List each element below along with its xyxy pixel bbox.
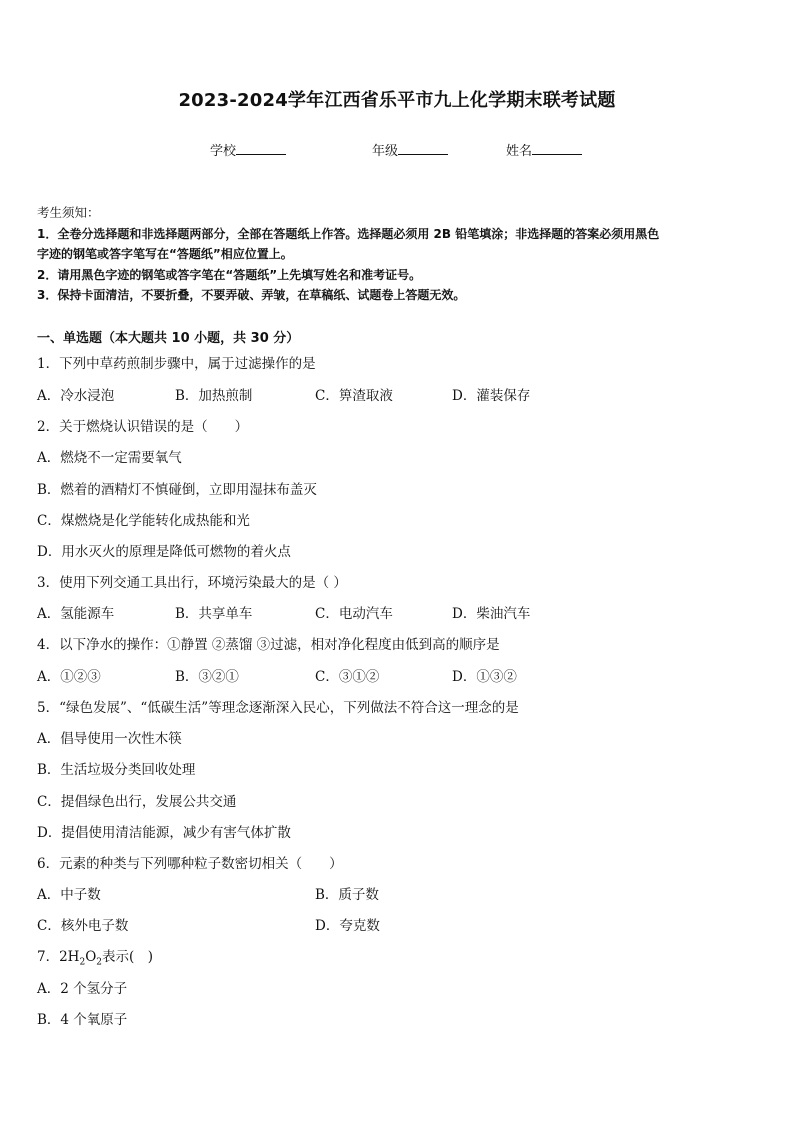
- q7-stem-suffix: 表示( ): [102, 949, 154, 965]
- notice-heading: 考生须知：: [37, 205, 100, 220]
- notice-item: 2．请用黑色字迹的钢笔或答字笔在“答题纸”上先填写姓名和准考证号。: [37, 267, 422, 282]
- grade-field[interactable]: [372, 140, 448, 159]
- school-blank[interactable]: [236, 142, 286, 155]
- q6-option-a[interactable]: A．中子数: [37, 887, 101, 903]
- q5-option-d[interactable]: D．提倡使用清洁能源，减少有害气体扩散: [37, 825, 291, 841]
- grade-label: 年级: [372, 144, 399, 159]
- candidate-notice: [37, 203, 762, 306]
- q3-option-b[interactable]: B．共享单车: [175, 606, 253, 622]
- q2-option-d[interactable]: D．用水灭火的原理是降低可燃物的着火点: [37, 544, 291, 560]
- q5-option-c[interactable]: C．提倡绿色出行，发展公共交通: [37, 794, 237, 810]
- q7-subscript-2: 2: [96, 957, 102, 968]
- name-label: 姓名: [506, 144, 533, 159]
- section-heading: 一、单选题（本大题共 10 小题，共 30 分）: [37, 331, 300, 346]
- q4-option-b[interactable]: B．③②①: [175, 669, 239, 685]
- q7-stem-prefix: 7．2H: [37, 949, 80, 965]
- q6-option-c[interactable]: C．核外电子数: [37, 918, 129, 934]
- school-label: 学校: [210, 144, 237, 159]
- q3-option-d[interactable]: D．柴油汽车: [452, 606, 531, 622]
- q3-option-a[interactable]: A．氢能源车: [37, 606, 115, 622]
- q3-option-c[interactable]: C．电动汽车: [315, 606, 393, 622]
- school-field[interactable]: [210, 140, 286, 159]
- q2-option-c[interactable]: C．煤燃烧是化学能转化成热能和光: [37, 513, 250, 529]
- notice-item: 字迹的钢笔或答字笔写在“答题纸”相应位置上。: [37, 247, 293, 261]
- question-3-stem: 3．使用下列交通工具出行，环境污染最大的是（ ）: [37, 575, 347, 591]
- q7-stem-mid: O: [85, 949, 97, 965]
- q5-option-b[interactable]: B．生活垃圾分类回收处理: [37, 762, 196, 778]
- q6-option-d[interactable]: D．夸克数: [315, 918, 380, 934]
- q4-option-c[interactable]: C．③①②: [315, 669, 380, 685]
- q7-subscript-1: 2: [79, 957, 86, 968]
- q7-option-b[interactable]: B．4 个氧原子: [37, 1012, 128, 1028]
- q2-option-b[interactable]: B．燃着的酒精灯不慎碰倒，立即用湿抹布盖灭: [37, 482, 317, 498]
- question-5-stem: 5．“绿色发展”、“低碳生活”等理念逐渐深入民心，下列做法不符合这一理念的是: [37, 700, 519, 716]
- question-4-stem: 4．以下净水的操作：①静置 ②蒸馏 ③过滤，相对净化程度由低到高的顺序是: [37, 637, 500, 653]
- q1-option-c[interactable]: C．箅渣取液: [315, 388, 393, 404]
- q1-option-b[interactable]: B．加热煎制: [175, 388, 253, 404]
- question-2-stem: 2．关于燃烧认识错误的是（ ）: [37, 419, 249, 435]
- q4-option-a[interactable]: A．①②③: [37, 669, 101, 685]
- q1-option-a[interactable]: A．冷水浸泡: [37, 388, 115, 404]
- question-7-stem: [37, 945, 153, 968]
- q5-option-a[interactable]: A．倡导使用一次性木筷: [37, 731, 182, 747]
- question-6-stem: 6．元素的种类与下列哪种粒子数密切相关（ ）: [37, 856, 343, 872]
- q4-option-d[interactable]: D．①③②: [452, 669, 517, 685]
- notice-item: 1．全卷分选择题和非选择题两部分，全部在答题纸上作答。选择题必须用 2B 铅笔填涂；非选择题的答案必须用黑色: [37, 226, 660, 241]
- q1-option-d[interactable]: D．灌装保存: [452, 388, 531, 404]
- q7-option-a[interactable]: A．2 个氢分子: [37, 981, 128, 997]
- grade-blank[interactable]: [398, 142, 448, 155]
- notice-item: 3．保持卡面清洁，不要折叠，不要弄破、弄皱，在草稿纸、试题卷上答题无效。: [37, 288, 466, 302]
- page-title: 2023-2024学年江西省乐平市九上化学期末联考试题: [178, 90, 616, 111]
- question-1-stem: 1．下列中草药煎制步骤中，属于过滤操作的是: [37, 356, 316, 372]
- name-field[interactable]: [506, 140, 582, 159]
- q2-option-a[interactable]: A．燃烧不一定需要氧气: [37, 450, 182, 466]
- q6-option-b[interactable]: B．质子数: [315, 887, 379, 903]
- name-blank[interactable]: [532, 142, 582, 155]
